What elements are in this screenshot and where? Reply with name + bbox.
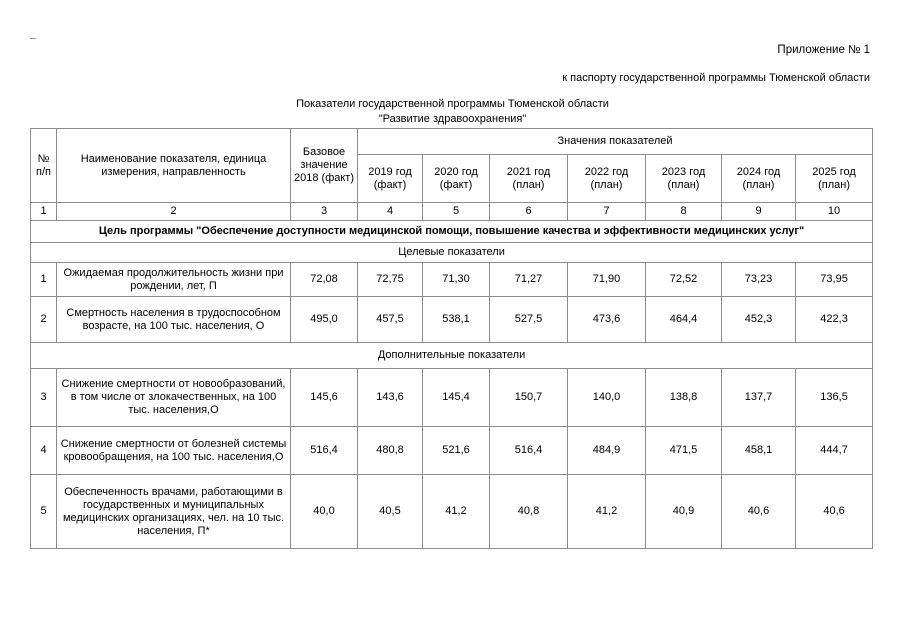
table-row	[31, 475, 873, 549]
column-index: 7	[568, 203, 646, 221]
indicators-table	[30, 128, 873, 549]
column-index: 4	[358, 203, 423, 221]
column-index: 10	[796, 203, 873, 221]
row-name: Ожидаемая продолжительность жизни при рождении, лет, П	[57, 263, 291, 297]
row-name: Смертность населения в трудоспособном возрасте, на 100 тыс. населения, О	[57, 297, 291, 343]
row-value: 521,6	[423, 427, 490, 475]
row-value: 480,8	[358, 427, 423, 475]
row-value: 527,5	[490, 297, 568, 343]
row-value: 138,8	[646, 369, 722, 427]
header-year: 2024 год (план)	[722, 155, 796, 203]
row-base: 40,0	[291, 475, 358, 549]
program-goal: Цель программы "Обеспечение доступности медицинской помощи, повышение качества и эффективности медицинских услуг"	[31, 221, 873, 243]
table-row	[31, 369, 873, 427]
row-value: 516,4	[490, 427, 568, 475]
row-value: 73,23	[722, 263, 796, 297]
row-base: 145,6	[291, 369, 358, 427]
section-target-indicators: Целевые показатели	[31, 243, 873, 263]
column-index: 8	[646, 203, 722, 221]
column-index: 6	[490, 203, 568, 221]
row-value: 538,1	[423, 297, 490, 343]
row-value: 40,6	[796, 475, 873, 549]
row-value: 484,9	[568, 427, 646, 475]
row-value: 464,4	[646, 297, 722, 343]
row-value: 150,7	[490, 369, 568, 427]
row-value: 471,5	[646, 427, 722, 475]
appendix-subtitle: к паспорту государственной программы Тюменской области	[562, 72, 870, 84]
row-value: 40,6	[722, 475, 796, 549]
row-num: 5	[31, 475, 57, 549]
column-index: 2	[57, 203, 291, 221]
row-base: 516,4	[291, 427, 358, 475]
row-name: Снижение смертности от болезней системы кровообращения, на 100 тыс. населения,О	[57, 427, 291, 475]
row-value: 143,6	[358, 369, 423, 427]
corner-dash: –	[30, 33, 36, 44]
row-num: 1	[31, 263, 57, 297]
table-row	[31, 427, 873, 475]
column-index: 5	[423, 203, 490, 221]
table-row	[31, 297, 873, 343]
row-value: 40,8	[490, 475, 568, 549]
row-num: 2	[31, 297, 57, 343]
row-base: 72,08	[291, 263, 358, 297]
header-num: № п/п	[31, 129, 57, 203]
row-value: 452,3	[722, 297, 796, 343]
row-value: 72,52	[646, 263, 722, 297]
row-value: 145,4	[423, 369, 490, 427]
row-value: 41,2	[568, 475, 646, 549]
row-value: 40,5	[358, 475, 423, 549]
table-row	[31, 263, 873, 297]
appendix-label: Приложение № 1	[777, 44, 870, 56]
document-title: Показатели государственной программы Тюменской области	[296, 98, 609, 110]
row-value: 72,75	[358, 263, 423, 297]
header-year: 2025 год (план)	[796, 155, 873, 203]
row-num: 3	[31, 369, 57, 427]
row-value: 457,5	[358, 297, 423, 343]
row-value: 71,27	[490, 263, 568, 297]
row-name: Обеспеченность врачами, работающими в государственных и муниципальных медицинских организациях, чел. на 10 тыс. населения, П*	[57, 475, 291, 549]
row-num: 4	[31, 427, 57, 475]
row-value: 422,3	[796, 297, 873, 343]
row-name: Снижение смертности от новообразований, в том числе от злокачественных, на 100 тыс. населения,О	[57, 369, 291, 427]
row-value: 140,0	[568, 369, 646, 427]
header-year: 2023 год (план)	[646, 155, 722, 203]
header-year: 2019 год (факт)	[358, 155, 423, 203]
header-name: Наименование показателя, единица измерения, направленность	[57, 129, 291, 203]
column-index-row	[31, 203, 873, 221]
row-value: 73,95	[796, 263, 873, 297]
row-value: 136,5	[796, 369, 873, 427]
row-value: 40,9	[646, 475, 722, 549]
section-additional-indicators: Дополнительные показатели	[31, 343, 873, 369]
program-name: "Развитие здравоохранения"	[378, 113, 527, 125]
header-year: 2020 год (факт)	[423, 155, 490, 203]
row-value: 458,1	[722, 427, 796, 475]
row-value: 473,6	[568, 297, 646, 343]
header-year: 2021 год (план)	[490, 155, 568, 203]
row-value: 444,7	[796, 427, 873, 475]
row-value: 71,90	[568, 263, 646, 297]
header-values-group: Значения показателей	[358, 129, 873, 155]
header-year: 2022 год (план)	[568, 155, 646, 203]
row-base: 495,0	[291, 297, 358, 343]
column-index: 1	[31, 203, 57, 221]
row-value: 71,30	[423, 263, 490, 297]
row-value: 137,7	[722, 369, 796, 427]
column-index: 9	[722, 203, 796, 221]
column-index: 3	[291, 203, 358, 221]
row-value: 41,2	[423, 475, 490, 549]
header-base: Базовое значение 2018 (факт)	[291, 129, 358, 203]
